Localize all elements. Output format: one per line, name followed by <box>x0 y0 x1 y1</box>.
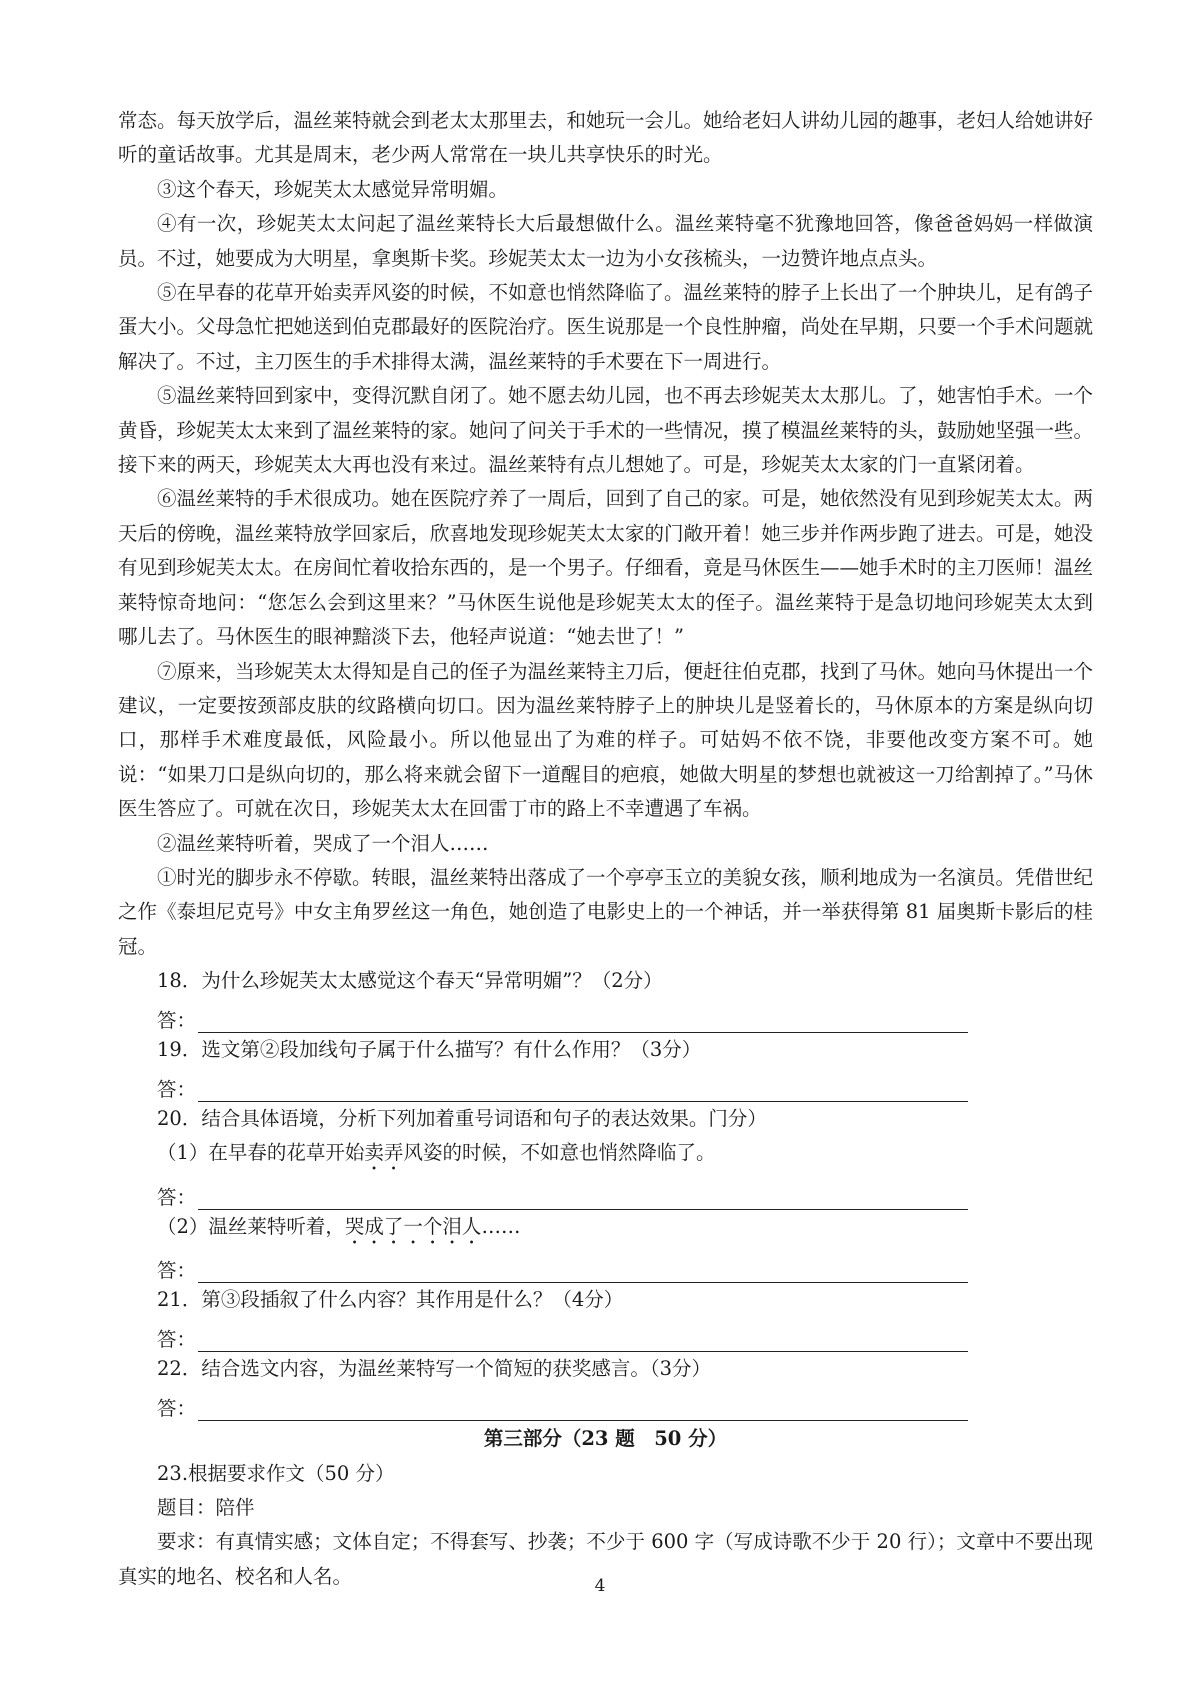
answer-line-18[interactable] <box>118 999 1093 1033</box>
q20-1-emphasis: 卖弄 <box>364 1141 404 1165</box>
question-19: 19．选文第②段加线句子属于什么描写？有什么作用？（3分） <box>157 1037 702 1061</box>
paragraph-5b: ⑤温丝莱特回到家中，变得沉默自闭了。她不愿去幼儿园，也不再去珍妮芙太太那儿。了，她害怕手术。一个黄昏，珍妮芙太太来到了温丝莱特的家。她问了问关于手术的一些情况，摸了模温丝莱特的头，鼓励她坚强一些。接下来的两天，珍妮芙太大再也没有来过。温丝莱特有点儿想她了。可是，珍妮芙太太家的门一直紧闭着。 <box>118 384 1094 477</box>
answer-underline[interactable] <box>198 1260 968 1283</box>
answer-underline[interactable] <box>198 1187 968 1210</box>
question-18: 18．为什么珍妮芙太太感觉这个春天“异常明媚”？（2分） <box>157 969 663 993</box>
answer-label: 答： <box>157 1008 197 1032</box>
q20-2-pre: （2）温丝莱特听着， <box>157 1214 345 1238</box>
page-number: 4 <box>594 1576 606 1596</box>
answer-line-22[interactable] <box>118 1386 1093 1420</box>
answer-label: 答： <box>157 1327 197 1351</box>
paragraph-1: ①时光的脚步永不停歇。转眼，温丝莱特出落成了一个亭亭玉立的美貌女孩，顺利地成为一名演员。凭借世纪之作《泰坦尼克号》中女主角罗丝这一角色，她创造了电影史上的一个神话，并一举获得第 81 届奥斯卡影后的桂冠。 <box>118 865 1094 958</box>
essay-requirements: 要求：有真情实感；文体自定；不得套写、抄袭；不少于 600 字（写成诗歌不少于 20 行）；文章中不要出现真实的地名、校名和人名。 <box>118 1530 1093 1588</box>
paragraph-7: ⑦原来，当珍妮芙太太得知是自己的侄子为温丝莱特主刀后，便赶往伯克郡，找到了马休。她向马休提出一个建议，一定要按颈部皮肤的纹路横向切口。因为温丝莱特脖子上的肿块儿是竖着长的，马休原本的方案是纵向切口，那样手术难度最低，风险最小。所以他显出了为难的样子。可姑妈不依不饶，非要他改变方案不可。她说：“如果刀口是纵向切的，那么将来就会留下一道醒目的疤痕，她做大明星的梦想也就被这一刀给割掉了。”马休医生答应了。可就在次日，珍妮芙太太在回雷丁市的路上不幸遭遇了车祸。 <box>118 659 1094 821</box>
paragraph-4: ④有一次，珍妮芙太太问起了温丝莱特长大后最想做什么。温丝莱特毫不犹豫地回答，像爸爸妈妈一样做演员。不过，她要成为大明星，拿奥斯卡奖。珍妮芙太太一边为小女孩梳头，一边赞许地点点头。 <box>118 212 1093 270</box>
question-21: 21．第③段插叙了什么内容？其作用是什么？（4分） <box>157 1287 624 1311</box>
paragraph-2: ②温丝莱特听着，哭成了一个泪人…… <box>157 831 489 855</box>
answer-underline[interactable] <box>198 1398 968 1421</box>
paragraph-6: ⑥温丝莱特的手术很成功。她在医院疗养了一周后，回到了自己的家。可是，她依然没有见到珍妮芙太太。两天后的傍晚，温丝莱特放学回家后，欣喜地发现珍妮芙太太家的门敞开着！她三步并作两步跑了进去。可是，她没有见到珍妮芙太太。在房间忙着收拾东西的，是一个男子。仔细看，竟是马休医生——她手术时的主刀医师！温丝莱特惊奇地问：“您怎么会到这里来？”马休医生说他是珍妮芙太太的侄子。温丝莱特于是急切地问珍妮芙太太到哪儿去了。马休医生的眼神黯淡下去，他轻声说道：“她去世了！” <box>118 487 1094 649</box>
essay-topic: 题目：陪伴 <box>157 1495 255 1519</box>
answer-label: 答： <box>157 1396 197 1420</box>
question-22: 22．结合选文内容，为温丝莱特写一个简短的获奖感言。（3分） <box>157 1356 711 1380</box>
answer-line-19[interactable] <box>118 1067 1093 1101</box>
answer-label: 答： <box>157 1258 197 1282</box>
paragraph-continuation: 常态。每天放学后，温丝莱特就会到老太太那里去，和她玩一会儿。她给老妇人讲幼儿园的趣事，老妇人给她讲好听的童话故事。尤其是周末，老少两人常常在一块儿共享快乐的时光。 <box>118 109 1094 167</box>
question-23: 23.根据要求作文（50 分） <box>157 1461 395 1485</box>
answer-label: 答： <box>157 1185 197 1209</box>
answer-label: 答： <box>157 1077 197 1101</box>
answer-line-20-2[interactable] <box>118 1249 1093 1283</box>
exam-page <box>118 104 1093 1594</box>
paragraph-3: ③这个春天，珍妮芙太太感觉异常明媚。 <box>157 177 509 201</box>
question-20-2 <box>118 1210 1093 1249</box>
question-20: 20．结合具体语境，分析下列加着重号词语和句子的表达效果。门分） <box>157 1106 767 1130</box>
q20-1-pre: （1）在早春的花草开始 <box>157 1141 365 1165</box>
answer-underline[interactable] <box>198 1329 968 1352</box>
q20-2-post: …… <box>481 1214 521 1238</box>
question-20-1 <box>118 1136 1093 1175</box>
answer-line-20-1[interactable] <box>118 1175 1093 1209</box>
section-3-title: 第三部分（23 题 50 分） <box>483 1426 728 1450</box>
answer-line-21[interactable] <box>118 1317 1093 1351</box>
answer-underline[interactable] <box>198 1079 968 1102</box>
q20-2-emphasis: 哭成了一个泪人 <box>344 1214 482 1238</box>
answer-underline[interactable] <box>198 1010 968 1033</box>
q20-1-post: 风姿的时候，不如意也悄然降临了。 <box>403 1141 716 1165</box>
paragraph-5: ⑤在早春的花草开始卖弄风姿的时候，不如意也悄然降临了。温丝莱特的脖子上长出了一个肿块儿，足有鸽子蛋大小。父母急忙把她送到伯克郡最好的医院治疗。医生说那是一个良性肿瘤，尚处在早期，只要一个手术问题就解决了。不过，主刀医生的手术排得太满，温丝莱特的手术要在下一周进行。 <box>118 281 1094 373</box>
